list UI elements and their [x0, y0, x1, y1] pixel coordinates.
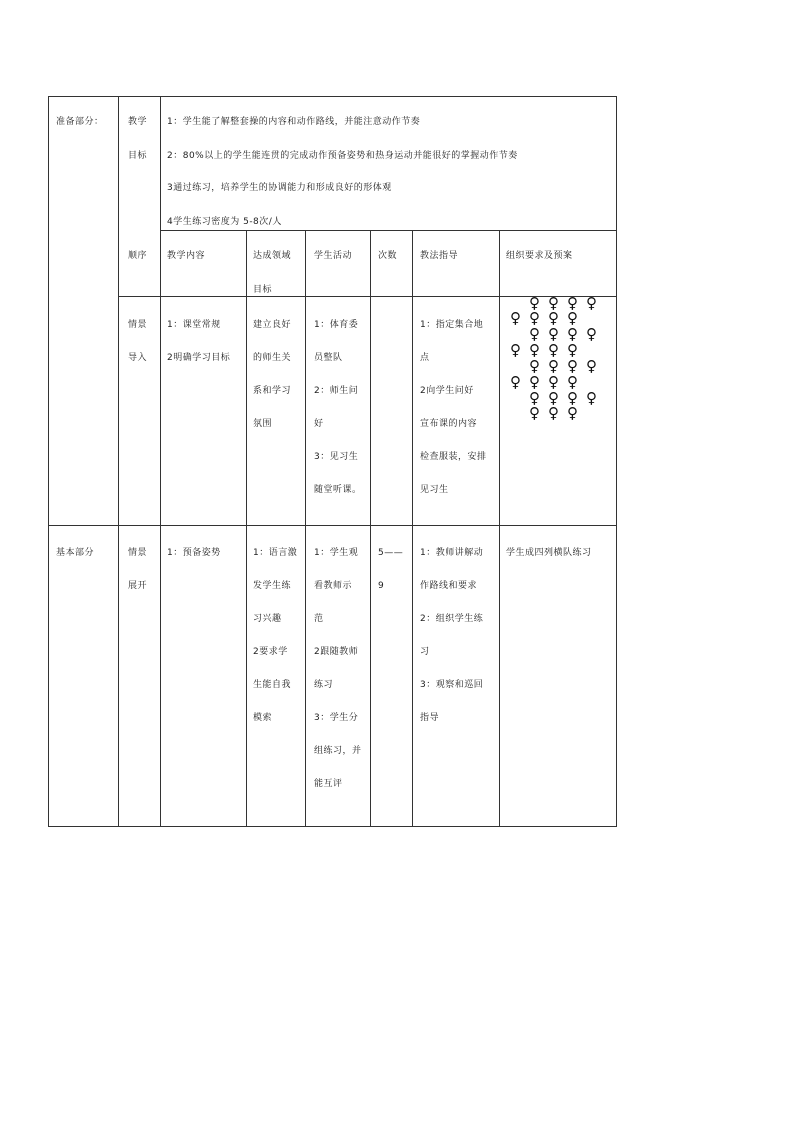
- student-symbol-icon: ♀: [586, 294, 597, 312]
- student-symbol-icon: ♀: [567, 341, 578, 359]
- student-symbol-icon: ♀: [529, 404, 540, 422]
- student-symbol-icon: ♀: [567, 357, 578, 375]
- row2-content-line-1: 1：预备姿势: [167, 548, 221, 558]
- row2-target-line-3: 习兴趣: [253, 614, 282, 624]
- student-symbol-icon: ♀: [529, 357, 540, 375]
- row1-target-line-1: 建立良好: [253, 320, 292, 330]
- col-line-5: [370, 230, 371, 827]
- col-line-6: [412, 230, 413, 827]
- student-symbol-icon: ♀: [529, 389, 540, 407]
- header-target-line-2: 目标: [253, 285, 273, 295]
- header-guidance-text: 教法指导: [420, 251, 459, 261]
- row2-activity-line-6: 3：学生分: [314, 713, 359, 723]
- goal-label-line-1: 教学: [128, 117, 148, 127]
- student-symbol-icon: ♀: [548, 357, 559, 375]
- col-line-4: [305, 230, 306, 827]
- row1-guidance-line-2: 点: [420, 353, 430, 363]
- table-border-top: [48, 96, 616, 97]
- row2-guidance-line-3: 2：组织学生练: [420, 614, 484, 624]
- prep-section-text: 准备部分：: [56, 117, 104, 127]
- header-organize-text: 组织要求及预案: [506, 251, 573, 261]
- row1-target-line-3: 系和学习: [253, 386, 292, 396]
- goal-item-2: 2：80%以上的学生能连贯的完成动作预备姿势和热身运动并能很好的掌握动作节奏: [167, 151, 518, 161]
- student-symbol-icon: ♀: [548, 341, 559, 359]
- student-symbol-icon: ♀: [510, 341, 521, 359]
- table-border-bottom: [48, 826, 616, 827]
- row1-order-line-2: 导入: [128, 353, 148, 363]
- row2-guidance-line-2: 作路线和要求: [420, 581, 478, 591]
- student-symbol-icon: ♀: [567, 294, 578, 312]
- goal-item-4: 4学生练习密度为 5-8次/人: [167, 217, 282, 227]
- row1-order-line-1: 情景: [128, 320, 148, 330]
- table-border-right: [616, 96, 617, 827]
- student-symbol-icon: ♀: [548, 373, 559, 391]
- row1-activity-line-5: 3：见习生: [314, 452, 359, 462]
- header-activity-text: 学生活动: [314, 251, 353, 261]
- row2-organize-text: 学生成四列横队练习: [506, 548, 592, 558]
- section-divider-line: [48, 525, 616, 526]
- row2-order-line-1: 情景: [128, 548, 148, 558]
- row1-guidance-line-5: 检查服装，安排: [420, 452, 487, 462]
- row2-target-line-6: 模索: [253, 713, 273, 723]
- row2-activity-line-7: 组练习，并: [314, 746, 362, 756]
- row2-guidance-line-4: 习: [420, 647, 430, 657]
- row2-activity-line-4: 2跟随教师: [314, 647, 359, 657]
- student-symbol-icon: ♀: [548, 325, 559, 343]
- row2-activity-line-1: 1：学生观: [314, 548, 359, 558]
- student-symbol-icon: ♀: [586, 389, 597, 407]
- row1-content-line-1: 1：课堂常规: [167, 320, 221, 330]
- row1-target-line-2: 的师生关: [253, 353, 292, 363]
- student-symbol-icon: ♀: [529, 325, 540, 343]
- row1-content-line-2: 2明确学习目标: [167, 353, 231, 363]
- goal-item-1: 1：学生能了解整套操的内容和动作路线，并能注意动作节奏: [167, 117, 421, 127]
- row2-guidance-line-5: 3：观察和巡回: [420, 680, 484, 690]
- row2-order-line-2: 展开: [128, 581, 148, 591]
- row2-guidance-line-1: 1：教师讲解动: [420, 548, 484, 558]
- student-symbol-icon: ♀: [567, 325, 578, 343]
- row1-guidance-line-6: 见习生: [420, 485, 449, 495]
- student-symbol-icon: ♀: [567, 389, 578, 407]
- student-symbol-icon: ♀: [529, 341, 540, 359]
- header-target-line-1: 达成领域: [253, 251, 292, 261]
- student-symbol-icon: ♀: [567, 309, 578, 327]
- student-symbol-icon: ♀: [529, 309, 540, 327]
- row1-guidance-line-1: 1：指定集合地: [420, 320, 484, 330]
- col-line-2: [160, 96, 161, 827]
- row2-activity-line-8: 能互评: [314, 779, 343, 789]
- col-line-7: [499, 230, 500, 827]
- goal-label-line-2: 目标: [128, 151, 148, 161]
- row1-guidance-line-3: 2向学生问好: [420, 386, 474, 396]
- student-symbol-icon: ♀: [548, 389, 559, 407]
- row1-activity-line-6: 随堂听课。: [314, 485, 362, 495]
- student-symbol-icon: ♀: [548, 404, 559, 422]
- row1-activity-line-4: 好: [314, 419, 324, 429]
- row2-target-line-5: 生能自我: [253, 680, 292, 690]
- table-border-left: [48, 96, 49, 827]
- header-order-text: 顺序: [128, 251, 148, 261]
- row2-times-line-1: 5——: [378, 548, 404, 558]
- row2-activity-line-5: 练习: [314, 680, 334, 690]
- row2-times-line-2: 9: [378, 581, 385, 591]
- row1-activity-line-3: 2：师生问: [314, 386, 359, 396]
- row2-target-line-4: 2要求学: [253, 647, 288, 657]
- student-symbol-icon: ♀: [548, 294, 559, 312]
- goal-item-3: 3通过练习，培养学生的协调能力和形成良好的形体观: [167, 183, 392, 193]
- row1-activity-line-1: 1：体育委: [314, 320, 359, 330]
- basic-section-text: 基本部分: [56, 548, 95, 558]
- student-symbol-icon: ♀: [548, 309, 559, 327]
- row1-target-line-4: 氛围: [253, 419, 273, 429]
- student-symbol-icon: ♀: [586, 357, 597, 375]
- student-symbol-icon: ♀: [567, 373, 578, 391]
- formation-diagram: [504, 296, 614, 426]
- row2-target-line-1: 1：语言激: [253, 548, 298, 558]
- student-symbol-icon: ♀: [529, 294, 540, 312]
- col-line-1: [118, 96, 119, 827]
- row2-activity-line-2: 看教师示: [314, 581, 353, 591]
- row2-activity-line-3: 范: [314, 614, 324, 624]
- col-line-3: [246, 230, 247, 827]
- student-symbol-icon: ♀: [529, 373, 540, 391]
- header-times-text: 次数: [378, 251, 398, 261]
- student-symbol-icon: ♀: [586, 325, 597, 343]
- student-symbol-icon: ♀: [510, 309, 521, 327]
- row1-guidance-line-4: 宣布课的内容: [420, 419, 478, 429]
- header-content-text: 教学内容: [167, 251, 206, 261]
- row2-guidance-line-6: 指导: [420, 713, 440, 723]
- row1-activity-line-2: 员整队: [314, 353, 343, 363]
- student-symbol-icon: ♀: [510, 373, 521, 391]
- row2-target-line-2: 发学生练: [253, 581, 292, 591]
- student-symbol-icon: ♀: [567, 404, 578, 422]
